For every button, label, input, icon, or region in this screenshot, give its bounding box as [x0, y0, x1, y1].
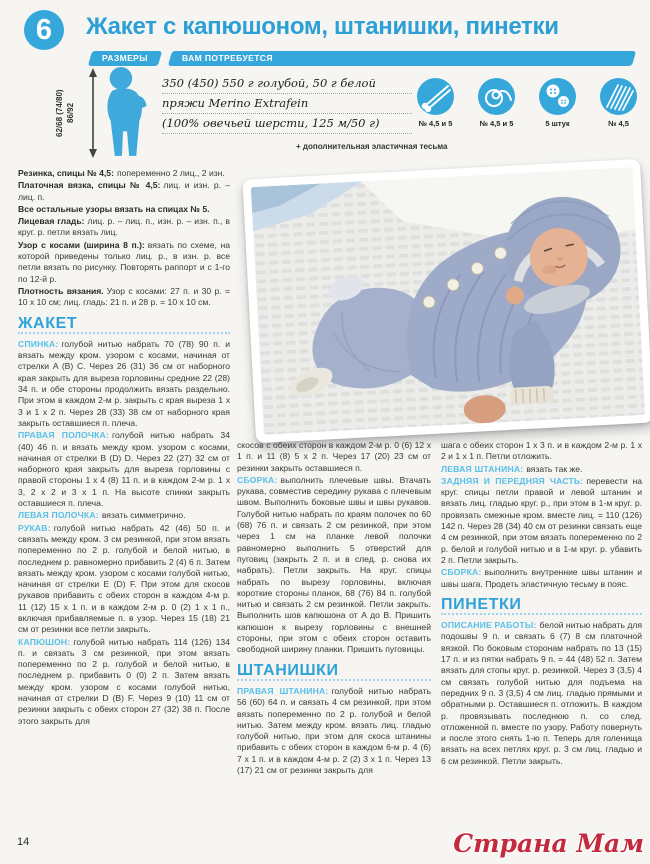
intro-paragraph: [18, 204, 230, 215]
intro-paragraph: [18, 286, 230, 309]
paragraph-text: вязать так же.: [526, 463, 583, 474]
baby-photo-illustration: [251, 167, 645, 435]
paragraph-text: Узор с косами: 27 п. и 30 р. = 10 x 10 см; лиц. гладь: 21 п. и 28 р. = 10 x 10 см.: [18, 285, 231, 308]
intro-paragraph: [18, 180, 230, 203]
left-column: [18, 168, 230, 728]
tab-you-will-need: [168, 51, 636, 66]
tab-sizes-label: РАЗМЕРЫ: [102, 53, 148, 63]
paragraph-text: белой нитью набрать для подошвы 9 п. и связать 6 (7) 8 см платочной вязкой. По боковым сторонам набрать по 13 (15) 17 п. и из пятки набрать 9 п. = 44 (48) 52 п. Затем вязать для стопы круг. р. резинкой. Через 3 (3,5) 4 см связать голубой нитью для подъема на передних 9 п. 3 (3,5) 4 см лиц. гладью прямыми и обратными р. Оставшиеся п. отложить. В каждом р. провязывать последнюю п. со след. отложенной п. вместе по узору. Работу повернуть и после этого снять 1-ю п. Теперь для голенища вязать на всех петлях круг. р. 3 см лиц. гладью и 6 см резинкой. Петли закрыть.: [441, 620, 643, 766]
right-column: [441, 440, 642, 768]
jacket-paragraph: [18, 510, 230, 521]
paragraph-text: выполнить внутренние швы штанин и швы шага. Продеть эластичную тесьму в пояс.: [441, 567, 642, 589]
materials-block: [162, 74, 412, 134]
paragraph-label: ПРАВАЯ ШТАНИНА:: [237, 685, 329, 696]
paragraph-label: Все остальные узоры вязать на спицах № 5.: [18, 203, 210, 214]
tool-circular-needle: [469, 78, 524, 128]
middle-column: [237, 440, 431, 777]
tool-straight-needles: [408, 78, 463, 128]
buttons-icon: [539, 78, 576, 115]
paragraph-label: Платочная вязка, спицы № 4,5:: [18, 180, 161, 191]
tool-circle: [478, 78, 515, 115]
size-range-label: [54, 68, 78, 158]
intro-paragraph: [18, 240, 230, 285]
tool-buttons: [530, 78, 585, 128]
site-watermark: Страна Мам: [453, 829, 644, 858]
section-heading-jacket: ЖАКЕТ: [18, 318, 230, 334]
page-number: 14: [17, 836, 30, 848]
jacket-paragraph: [18, 430, 230, 509]
pants-paragraph: [441, 476, 642, 566]
tab-sizes: [88, 51, 162, 66]
pants-paragraph: [441, 464, 642, 475]
paragraph-label: ЗАДНЯЯ И ПЕРЕДНЯЯ ЧАСТЬ:: [441, 475, 584, 486]
circular-needle-icon: [478, 78, 515, 115]
paragraph-label: СБОРКА:: [237, 474, 278, 485]
straight-needles-icon: [417, 78, 454, 115]
intro-paragraph: [18, 216, 230, 239]
section-heading-pants: ШТАНИШКИ: [237, 665, 431, 681]
paragraph-label: ЛЕВАЯ ПОЛОЧКА:: [18, 510, 99, 521]
size-range-line2: 86/92: [66, 102, 75, 124]
tab-you-will-need-label: ВАМ ПОТРЕБУЕТСЯ: [182, 53, 273, 63]
paragraph-label: Узор с косами (ширина 8 п.):: [18, 239, 145, 250]
jacket-paragraph: [18, 637, 230, 727]
tool-circle: [417, 78, 454, 115]
dpn-needles-icon: [600, 78, 637, 115]
paragraph-text: голубой нитью набрать 70 (78) 90 п. и вязать между кром. узором с косами, начиная от стрелки A (B) C. Через 26 (31) 36 см от наборного края закрыть для выреза горловины средние 22 (28) 34 п. и обе стороны продолжить вязать раздельно. При этом в каждом 2-м р. закрыть с края выреза 1 x 3 и 1 x 2 п. Через 28 (33) 38 см от наборного края закрыть оставшиеся п. плеча.: [18, 338, 230, 428]
size-range-line1: 62/68 (74/80): [55, 89, 64, 137]
continuation-paragraph: шага с обеих сторон 1 x 3 п. и в каждом 2-м р. 1 x 2 и 1 x 1 п. Петли отложить.: [441, 440, 642, 462]
toddler-silhouette-icon: [100, 66, 148, 160]
section-heading-booties: ПИНЕТКИ: [441, 599, 642, 615]
continuation-paragraph: скосов с обеих сторон в каждом 2-м р. 0 (6) 12 x 1 п. и 11 (8) 5 x 2 п. Через 17 (20) 23 см от резинки закрыть оставшиеся п.: [237, 440, 431, 473]
materials-extra-note: + дополнительная эластичная тесьма: [296, 142, 448, 151]
paragraph-label: ПРАВАЯ ПОЛОЧКА:: [18, 430, 110, 441]
paragraph-label: Плотность вязания.: [18, 285, 104, 296]
pattern-number-badge: [24, 10, 64, 50]
paragraph-label: ЛЕВАЯ ШТАНИНА:: [441, 463, 524, 474]
intro-paragraph: [18, 168, 230, 179]
assembly-paragraph: [237, 475, 431, 656]
page-title: Жакет с капюшоном, штанишки, пинетки: [86, 13, 559, 40]
tool-label: 5 штук: [545, 119, 570, 128]
paragraph-text: голубой нитью набрать 114 (126) 134 п. и связать 3 см резинкой, при этом вязать попеременно по 2 р. голубой и белой нитью, в последнем р. прибавить 0 (0) 2 п. Затем вязать между кром. узором с косами голубой нитью, начиная от стрелки D (B) F. Через 9 (10) 11 см от резинки закрыть с обеих сторон 27 (32) 38 п. После этого закрыть для: [18, 636, 230, 726]
materials-line-3: (100% овечьей шерсти, 125 м/50 г): [162, 114, 412, 134]
pattern-number: 6: [35, 13, 53, 46]
tool-circle: [539, 78, 576, 115]
paragraph-label: КАПЮШОН:: [18, 636, 71, 647]
baby-photo-image: [251, 167, 645, 435]
paragraph-label: РУКАВ:: [18, 522, 51, 533]
paragraph-text: лиц. и изн. р. – лиц. п.: [18, 180, 230, 202]
materials-line-1: 350 (450) 550 г голубой, 50 г белой: [162, 74, 412, 94]
paragraph-label: Резинка, спицы № 4,5:: [18, 168, 114, 178]
baby-photo: [242, 159, 650, 443]
paragraph-text: голубой нитью набрать 42 (46) 50 п. и связать между кром. 3 см резинкой, при этом вязать попеременно по 2 р. голубой и белой нитью, в последнем р. равномерно прибавить 2 (4) 6 п. Затем вязать между кром. узором с косами голубой нитью, начиная от стрелки E (D) F. При этом для скосов рукавов прибавить с обеих сторон в каждом 4-м р. 11 (12) 15 x 1 п. и в каждом 2-м р. 0 (2) 1 x 1 п., включая прибавляемые п. в узор. Через 15 (18) 21 см от резинки все петли закрыть.: [18, 522, 230, 635]
booties-paragraph: [441, 620, 642, 767]
paragraph-label: ОПИСАНИЕ РАБОТЫ:: [441, 620, 537, 631]
paragraph-text: вязать симметрично.: [101, 510, 186, 521]
paragraph-text: вязать по схеме, на которой приведены только лиц. р., в изн. р. все петли вязать по рисунку. Повторять раппорт и с 1-го по 12-й р.: [18, 239, 230, 284]
paragraph-label: Лицевая гладь:: [18, 216, 85, 227]
paragraph-text: голубой нитью набрать 56 (60) 64 п. и связать 4 см резинкой, при этом вязать попеременно по 2 р. голубой и белой нитью. Затем между кром. вязать лиц. гладью голубой нитью, при этом для скоса штанины прибавить с обеих сторон в каждом 6-м р. 4 (6) 7 x 1 п. и в каждом 4-м р. 2 (2) 3 x 1 п. Через 13 (17) 21 см от резинки закрыть для: [237, 685, 431, 776]
materials-line-2: пряжи Merino Extrafein: [162, 94, 412, 114]
jacket-paragraph: [18, 523, 230, 636]
paragraph-text: перевести на круг. спицы петли правой и левой штанин и вязать лиц. гладью круг. р., при этом в 1-м круг. р. провязать смежные кром. вместе лиц. = 110 (126) 142 п. Через 28 (34) 40 см от резинки связать еще 4 см резинкой, при этом вязать попеременно по 2 р. белой и голубой нитью и в 1-м круг. р. убавить 2 п. Петли закрыть.: [441, 475, 642, 565]
tool-label: № 4,5: [608, 119, 629, 128]
paragraph-label: СБОРКА:: [441, 567, 482, 578]
tool-label: № 4,5 и 5: [479, 119, 514, 128]
paragraph-text: лиц. р. – лиц. п., изн. р. – изн. п., в круг. р. петли вязать лиц.: [18, 216, 230, 238]
paragraph-text: голубой нитью набрать 34 (40) 46 п. и вязать между кром. узором с косами, начиная от стрелки B (D) D. Через 22 (27) 32 см от наборного края закрыть для выреза горловины с правой стороны 1 x 4 (8) 11 п. и в каждом 2-м р. 1 x 3, 2 x 2 и 3 x 1 п. На высоте спинки закрыть оставшиеся п. плеча.: [18, 430, 230, 509]
paragraph-text: выполнить плечевые швы. Втачать рукава, совместив середину рукава с плечевым швом. Выполнить боковые швы и швы рукавов. Голубой нитью набрать по краям полочек по 60 (68) 76 п. и связать 2 см резинкой, при этом через 1 см на планке левой полочки равномерно выполнить 5 отверстий для пуговиц (закрыть 2 п. и в след. р. снова их набрать). Петли закрыть. На круг. спицы набрать по вырезу горловины, включая короткие стороны планок, 68 (76) 84 п. голубой нитью и связать 2 см резинкой. Петли закрыть. Выполнить шов капюшона от A до B. Пришить капюшон к вырезу горловины с внешней стороны, при этом с обеих сторон оставить свободной ширину планки. Пришить пуговицы.: [237, 474, 431, 655]
pants-paragraph: [441, 567, 642, 590]
tool-label: № 4,5 и 5: [418, 119, 453, 128]
paragraph-text: попеременно 2 лиц., 2 изн.: [116, 168, 225, 178]
tool-dpn-needles: [591, 78, 646, 128]
jacket-paragraph: [18, 339, 230, 429]
pants-paragraph: [237, 686, 431, 776]
height-arrow-icon: [88, 68, 98, 158]
tool-circle: [600, 78, 637, 115]
tools-row: [408, 78, 646, 128]
paragraph-label: СПИНКА:: [18, 338, 59, 349]
